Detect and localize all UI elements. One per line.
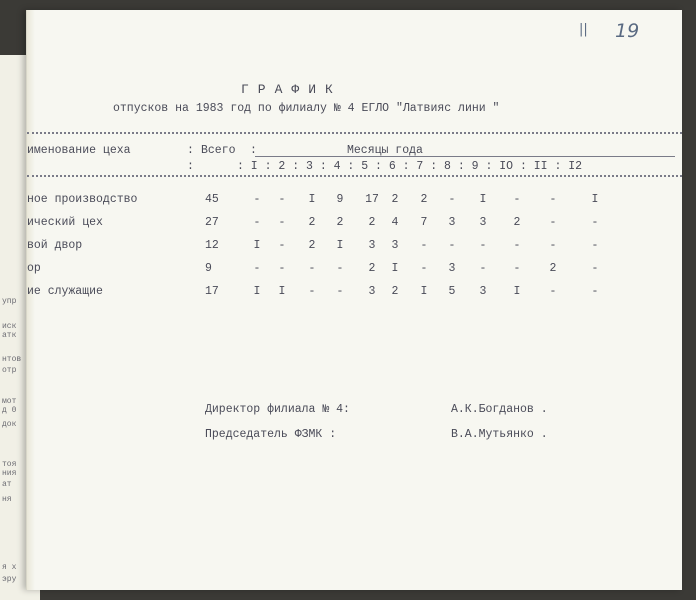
row-month-value: 9 [336,193,344,206]
signature-name: В.А.Мутьянко . [451,428,548,441]
underlying-text-fragment: отр [2,366,17,375]
row-month-value: I [278,285,286,298]
row-month-value: - [278,216,286,229]
folio-mark: || [579,22,588,37]
row-month-value: 7 [420,216,428,229]
row-month-value: - [591,239,599,252]
column-header-name: именование цеха [27,144,131,157]
underlying-text-fragment: я х [2,563,17,572]
underlying-text-fragment: нтов [2,355,22,364]
row-month-value: - [549,285,557,298]
underlying-text-fragment: д 0 [2,406,17,415]
header-top-rule [27,132,682,134]
row-month-value: - [420,239,428,252]
column-header-months: Месяцы года [347,144,423,157]
months-header-line: : I : 2 : 3 : 4 : 5 : 6 : 7 : 8 : 9 : IO : II : I2 [237,160,583,173]
sheet-edge [27,10,35,590]
row-total: 27 [205,216,219,229]
row-month-value: - [549,239,557,252]
underlying-text-fragment: эру [2,575,17,584]
row-month-value: - [448,193,456,206]
row-month-value: 2 [308,216,316,229]
row-month-value: - [448,239,456,252]
underlying-text-fragment: ня [2,495,12,504]
row-month-value: - [479,262,487,275]
row-department-name: ное производство [27,193,138,206]
header-colon: : [250,144,257,157]
underlying-text-fragment: иск [2,322,17,331]
row-total: 45 [205,193,219,206]
row-month-value: - [278,262,286,275]
row-month-value: - [308,262,316,275]
row-month-value: 3 [368,285,376,298]
row-month-value: I [420,285,428,298]
row-month-value: I [253,285,261,298]
row-month-value: I [336,239,344,252]
row-department-name: ор [27,262,41,275]
row-month-value: - [253,216,261,229]
document-sheet [26,10,682,590]
document-subtitle: отпусков на 1983 год по филиалу № 4 ЕГЛО "Латвияс лини " [113,102,500,115]
row-month-value: - [308,285,316,298]
row-month-value: I [513,285,521,298]
row-month-value: - [591,216,599,229]
row-month-value: - [513,239,521,252]
underlying-text-fragment: мот [2,397,17,406]
row-month-value: - [336,285,344,298]
row-month-value: 3 [448,262,456,275]
row-month-value: - [591,262,599,275]
header-colon: : [187,144,194,157]
row-month-value: - [549,216,557,229]
row-month-value: 2 [391,285,399,298]
row-month-value: 3 [391,239,399,252]
column-header-total: Всего [201,144,236,157]
row-month-value: I [391,262,399,275]
row-month-value: 17 [365,193,379,206]
row-month-value: 2 [308,239,316,252]
row-total: 17 [205,285,219,298]
underlying-text-fragment: док [2,420,17,429]
row-month-value: - [336,262,344,275]
signature-name: А.К.Богданов . [451,403,548,416]
row-month-value: I [479,193,487,206]
row-month-value: 4 [391,216,399,229]
row-month-value: 2 [336,216,344,229]
folio-number: 19 [615,20,640,42]
signature-role: Директор филиала № 4: [205,403,350,416]
row-month-value: - [253,193,261,206]
underlying-text-fragment: упр [2,297,17,306]
row-month-value: - [278,193,286,206]
row-month-value: - [278,239,286,252]
row-month-value: - [513,193,521,206]
row-month-value: 3 [448,216,456,229]
row-month-value: 2 [368,216,376,229]
row-month-value: - [591,285,599,298]
underlying-text-fragment: ния [2,469,17,478]
row-month-value: - [420,262,428,275]
row-month-value: 2 [391,193,399,206]
row-month-value: 3 [479,285,487,298]
row-month-value: - [479,239,487,252]
row-month-value: 2 [513,216,521,229]
row-month-value: I [591,193,599,206]
row-total: 9 [205,262,212,275]
row-month-value: - [513,262,521,275]
header-bottom-rule [27,175,682,177]
row-month-value: 2 [549,262,557,275]
row-month-value: 5 [448,285,456,298]
row-department-name: ие служащие [27,285,103,298]
row-month-value: 3 [368,239,376,252]
row-month-value: 2 [368,262,376,275]
row-month-value: I [253,239,261,252]
row-month-value: 2 [420,193,428,206]
row-department-name: вой двор [27,239,83,252]
row-month-value: - [253,262,261,275]
row-department-name: ический цех [27,216,103,229]
row-month-value: I [308,193,316,206]
underlying-text-fragment: тоя [2,460,17,469]
row-month-value: 3 [479,216,487,229]
header-underline [255,156,675,157]
document-title: ГРАФИК [241,82,342,97]
row-month-value: - [549,193,557,206]
signature-role: Председатель ФЗМК : [205,428,337,441]
row-total: 12 [205,239,219,252]
underlying-text-fragment: ат [2,480,12,489]
header-colon: : [187,160,194,173]
underlying-text-fragment: атк [2,331,17,340]
